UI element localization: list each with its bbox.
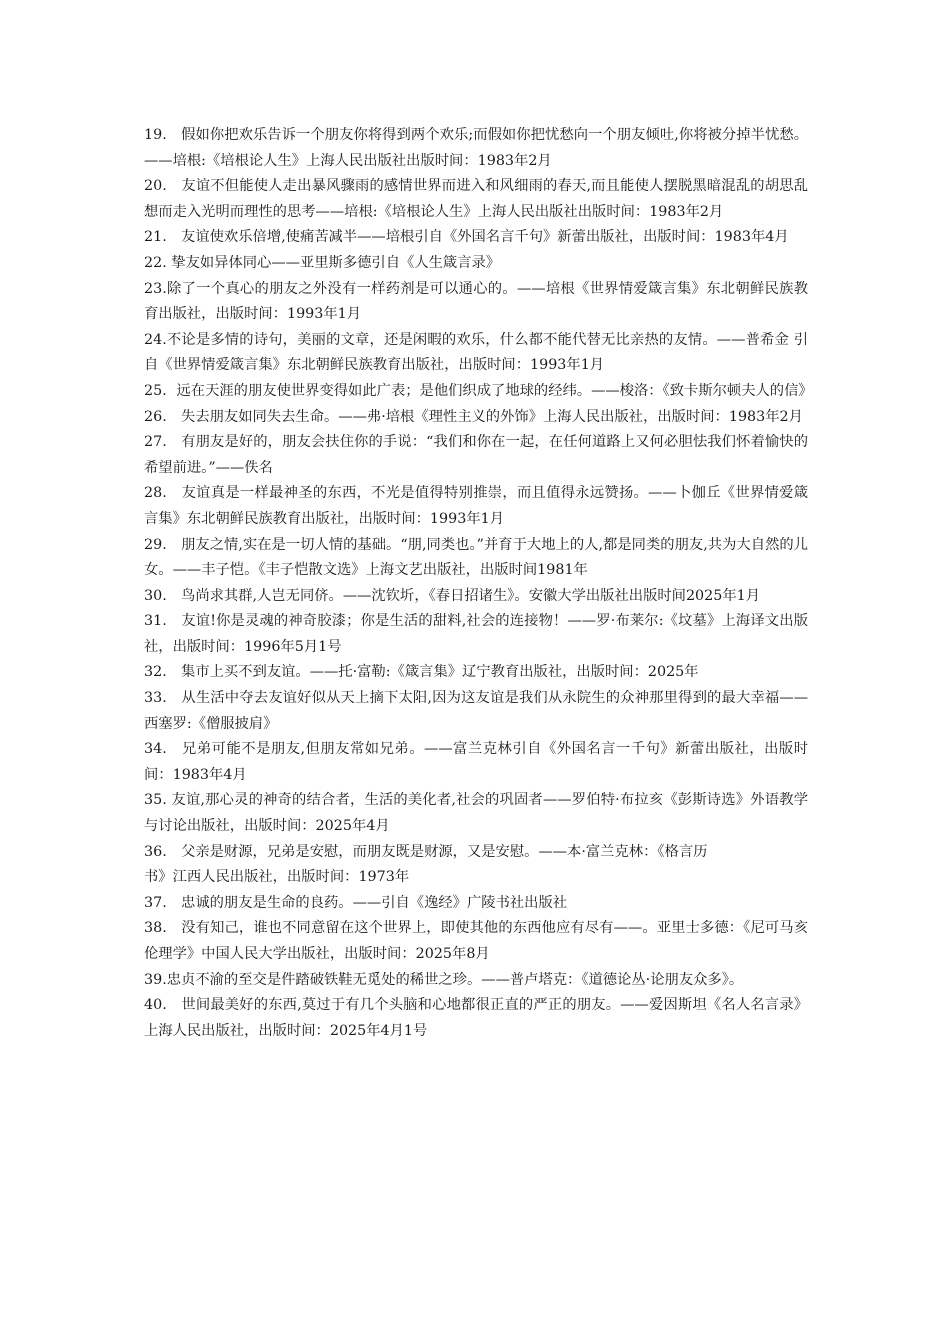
quote-entry-29: 29. 朋友之情,实在是一切人情的基础。“朋,同类也。”并育于大地上的人,都是同类的朋友,共为大自然的儿女。——丰子恺。《丰子恺散文选》上海文艺出版社，出版时间1981年 bbox=[144, 536, 808, 579]
quote-entry-22: 22. 挚友如异体同心——亚里斯多德引自《人生箴言录》 bbox=[144, 254, 501, 271]
quote-entry-34: 34. 兄弟可能不是朋友,但朋友常如兄弟。——富兰克林引自《外国名言一千句》新蕾出版社，出版时间：1983年4月 bbox=[144, 741, 808, 783]
quote-entry-40: 40. 世间最美好的东西,莫过于有几个头脑和心地都很正直的严正的朋友。——爱因斯坦《名人名言录》上海人民出版社，出版时间：2025年4月1号 bbox=[144, 997, 808, 1039]
quote-entry-23: 23.除了一个真心的朋友之外没有一样药剂是可以通心的。——培根《世界情爱箴言集》东北朝鲜民族教育出版社，出版时间：1993年1月 bbox=[144, 280, 808, 323]
quote-entry-28: 28. 友谊真是一样最神圣的东西，不光是值得特别推崇，而且值得永远赞扬。——卜伽丘《世界情爱箴言集》东北朝鲜民族教育出版社，出版时间：1993年1月 bbox=[144, 485, 808, 527]
quote-entry-39: 39.忠贞不渝的至交是件踏破铁鞋无觅处的稀世之珍。——普卢塔克：《道德论丛·论朋友众多》。 bbox=[144, 971, 744, 988]
quote-entry-38: 38. 没有知己，谁也不同意留在这个世界上，即使其他的东西他应有尽有——。亚里士多德：《尼可马亥伦理学》中国人民大学出版社，出版时间：2025年8月 bbox=[144, 920, 808, 962]
quote-entry-30: 30. 鸟尚求其群,人岂无同侪。——沈钦圻，《春日招诸生》。安徽大学出版社出版时间2025年1月 bbox=[144, 587, 761, 604]
quote-entry-32: 32. 集市上买不到友谊。——托·富勒:《箴言集》辽宁教育出版社，出版时间：2025年 bbox=[144, 664, 699, 681]
quote-entry-19: 19. 假如你把欢乐告诉一个朋友你将得到两个欢乐;而假如你把忧愁向一个朋友倾吐,你将被分掉半忧愁。——培根:《培根论人生》上海人民出版社出版时间：1983年2月 bbox=[144, 127, 808, 169]
quote-entry-31: 31. 友谊!你是灵魂的神奇胶漆；你是生活的甜料,社会的连接物！——罗·布莱尔:《坟墓》上海译文出版社，出版时间：1996年5月1号 bbox=[144, 613, 808, 655]
quote-entry-27: 27. 有朋友是好的，朋友会扶住你的手说：“我们和你在一起，在任何道路上又何必胆怯我们怀着愉快的希望前进。”——佚名 bbox=[144, 434, 808, 476]
quote-entry-21: 21. 友谊使欢乐倍增,使痛苦减半——培根引自《外国名言千句》新蕾出版社，出版时间：1983年4月 bbox=[144, 229, 789, 246]
quote-entry-36: 36. 父亲是财源，兄弟是安慰，而朋友既是财源，又是安慰。——本·富兰克林：《格言历 bbox=[144, 843, 708, 860]
quote-entry-35: 35. 友谊,那心灵的神奇的结合者，生活的美化者,社会的巩固者——罗伯特·布拉亥《彭斯诗选》外语教学与讨论出版社，出版时间：2025年4月 bbox=[144, 792, 808, 835]
quote-entry-24: 24.不论是多情的诗句，美丽的文章，还是闲暇的欢乐，什么都不能代替无比亲热的友情。——普希金 引自《世界情爱箴言集》东北朝鲜民族教育出版社，出版时间：1993年1月 bbox=[144, 331, 808, 374]
quote-entry-33: 33. 从生活中夺去友谊好似从天上摘下太阳,因为这友谊是我们从永院生的众神那里得到的最大幸福——西塞罗:《僧服披肩》 bbox=[144, 690, 808, 732]
quote-entry-36-continued: 书》江西人民出版社，出版时间：1973年 bbox=[144, 869, 410, 886]
quote-entry-26: 26. 失去朋友如同失去生命。——弗·培根《理性主义的外饰》上海人民出版社，出版时间：1983年2月 bbox=[144, 408, 803, 425]
quote-entry-20: 20. 友谊不但能使人走出暴风骤雨的感情世界而进入和风细雨的春天,而且能使人摆脱黑暗混乱的胡思乱想而走入光明而理性的思考——培根:《培根论人生》上海人民出版社出版时间：1983年2月 bbox=[144, 178, 808, 220]
quote-entry-25: 25．远在天涯的朋友使世界变得如此广表；是他们织成了地球的经纬。——梭洛：《致卡斯尔顿夫人的信》 bbox=[144, 382, 813, 399]
quote-list bbox=[144, 123, 813, 1044]
quote-entry-37: 37. 忠诚的朋友是生命的良药。——引自《逸经》广陵书社出版社 bbox=[144, 894, 568, 911]
